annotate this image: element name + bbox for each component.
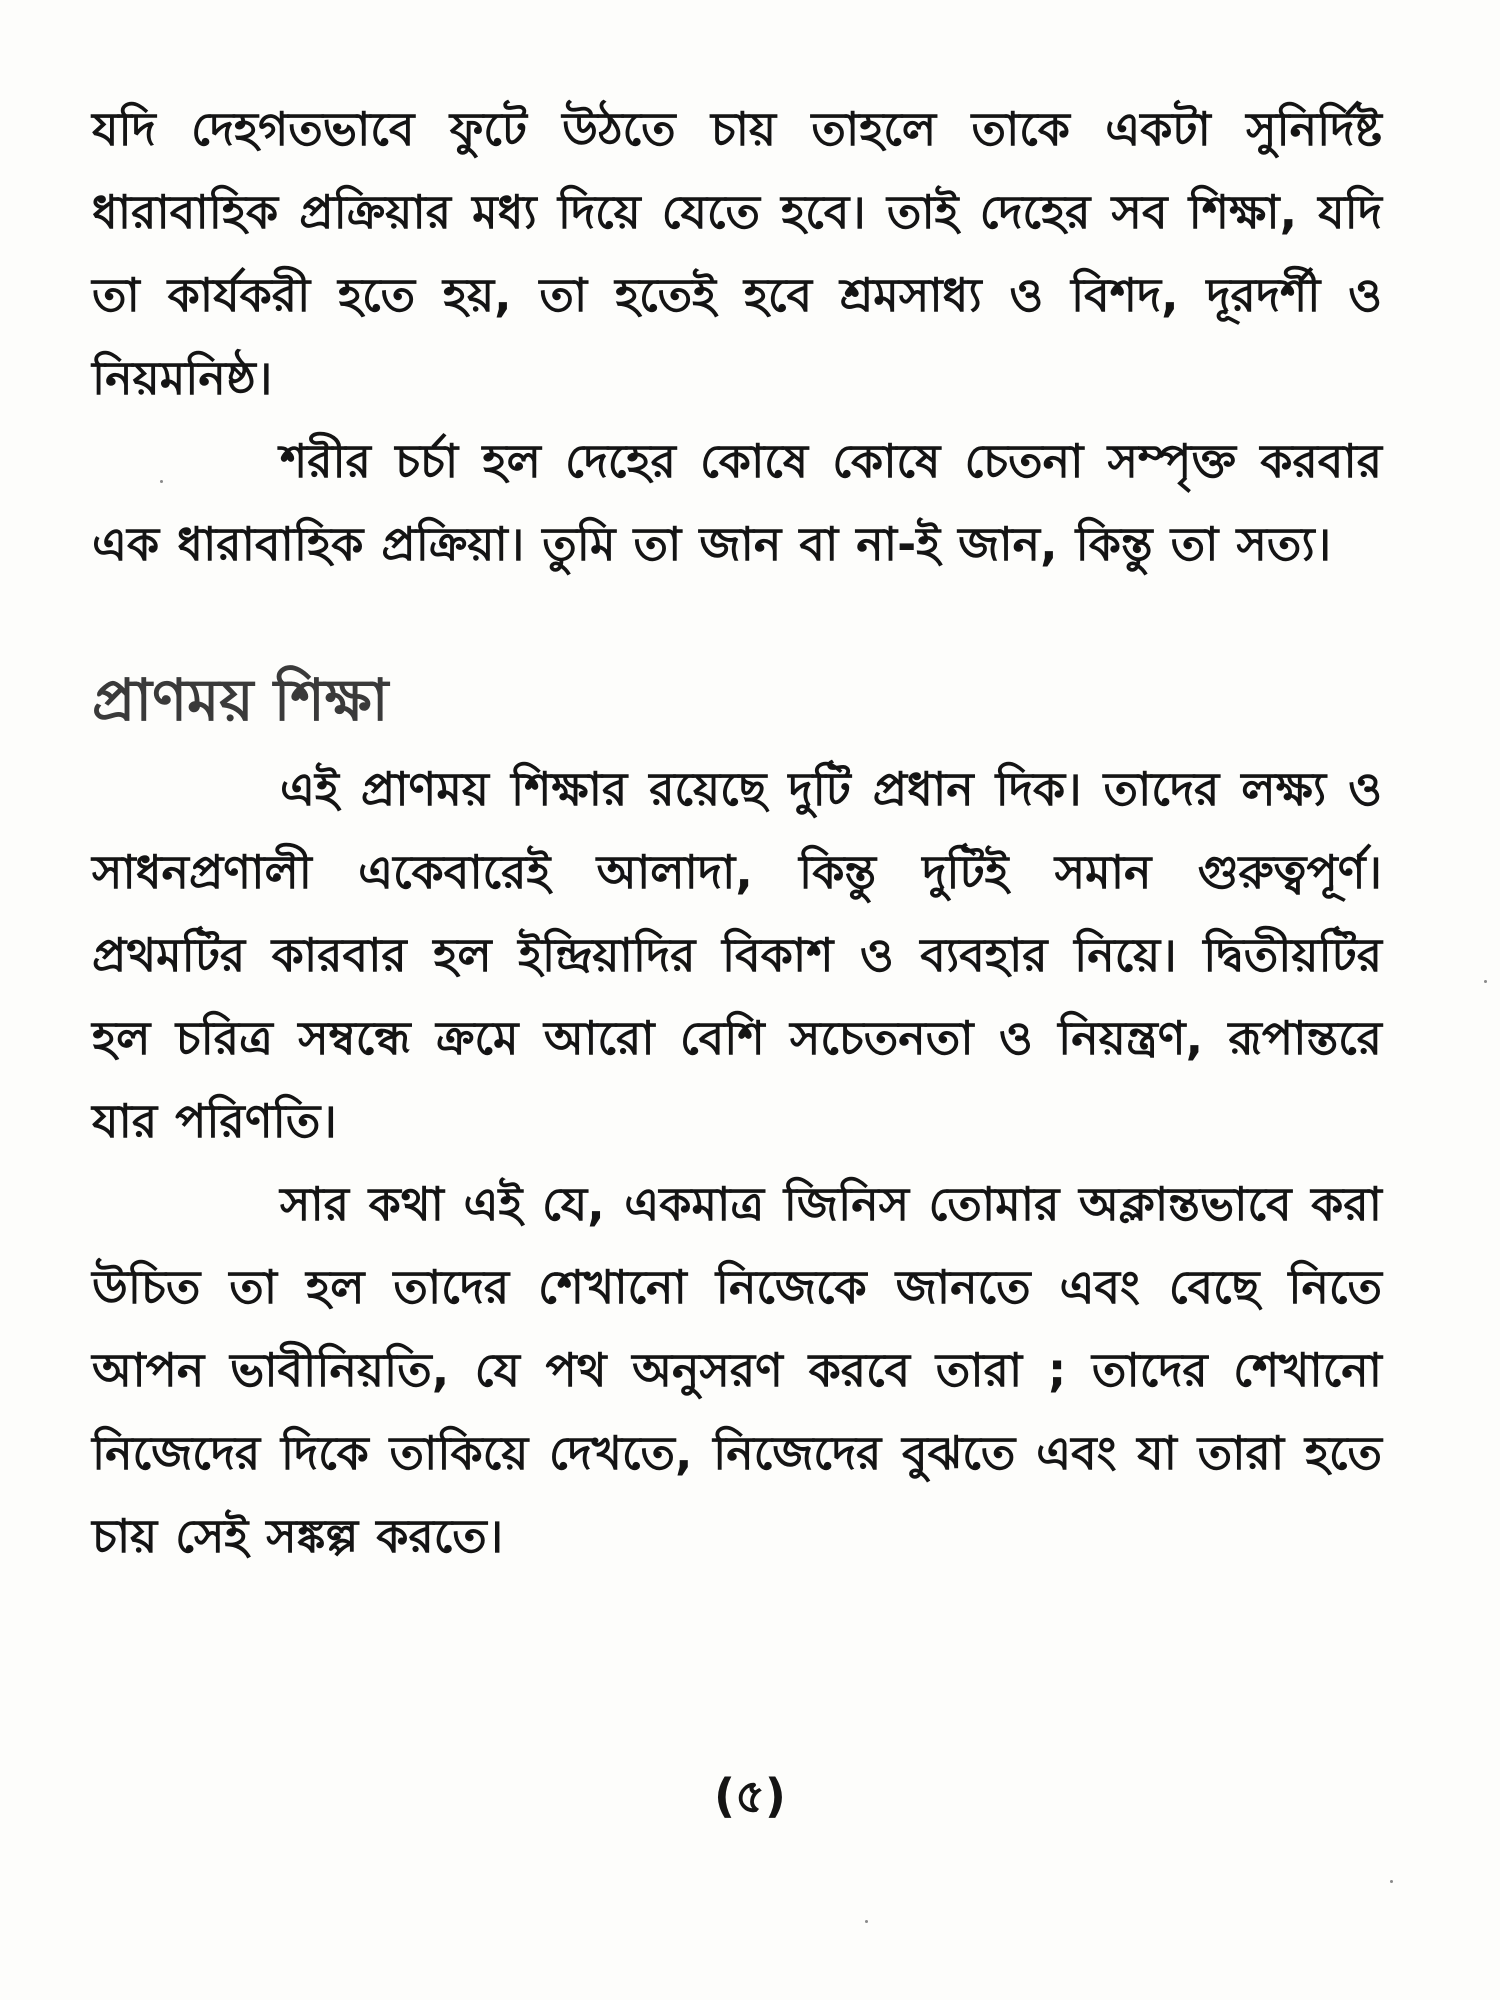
section-heading: প্রাণময় শিক্ষা bbox=[92, 666, 389, 734]
paragraph-physical-culture: শরীর চর্চা হল দেহের কোষে কোষে চেতনা সম্পৃক্ত করবার এক ধারাবাহিক প্রক্রিয়া। তুমি তা জান বা না-ই জান, কিন্তু তা সত্য। bbox=[92, 434, 1382, 571]
paragraph-vital-education: এই প্রাণময় শিক্ষার রয়েছে দুটি প্রধান দিক। তাদের লক্ষ্য ও সাধনপ্রণালী একেবারেই আলাদা, কিন্তু দুটিই সমান গুরুত্বপূর্ণ। প্রথমটির কারবার হল ইন্দ্রিয়াদির বিকাশ ও ব্যবহার নিয়ে। দ্বিতীয়টির হল চরিত্র সম্বন্ধে ক্রমে আরো বেশি সচেতনতা ও নিয়ন্ত্রণ, রূপান্তরে যার পরিণতি। bbox=[92, 762, 1382, 1148]
page-number: (৫) bbox=[714, 1769, 786, 1823]
paper-speck bbox=[1484, 980, 1487, 983]
page-body bbox=[92, 88, 1382, 1578]
paragraph-continuation: যদি দেহগতভাবে ফুটে উঠতে চায় তাহলে তাকে একটা সুনির্দিষ্ট ধারাবাহিক প্রক্রিয়ার মধ্য দিয়ে যেতে হবে। তাই দেহের সব শিক্ষা, যদি তা কার্যকরী হতে হয়, তা হতেই হবে শ্রমসাধ্য ও বিশদ, দূরদর্শী ও নিয়মনিষ্ঠ। bbox=[92, 102, 1382, 405]
paper-speck bbox=[1390, 1880, 1393, 1883]
paragraph-essence: সার কথা এই যে, একমাত্র জিনিস তোমার অক্লান্তভাবে করা উচিত তা হল তাদের শেখানো নিজেকে জানতে এবং বেছে নিতে আপন ভাবীনিয়তি, যে পথ অনুসরণ করবে তারা ; তাদের শেখানো নিজেদের দিকে তাকিয়ে দেখতে, নিজেদের বুঝতে এবং যা তারা হতে চায় সেই সঙ্কল্প করতে। bbox=[92, 1177, 1382, 1563]
paper-speck bbox=[865, 1920, 868, 1923]
paper-speck bbox=[160, 480, 163, 483]
